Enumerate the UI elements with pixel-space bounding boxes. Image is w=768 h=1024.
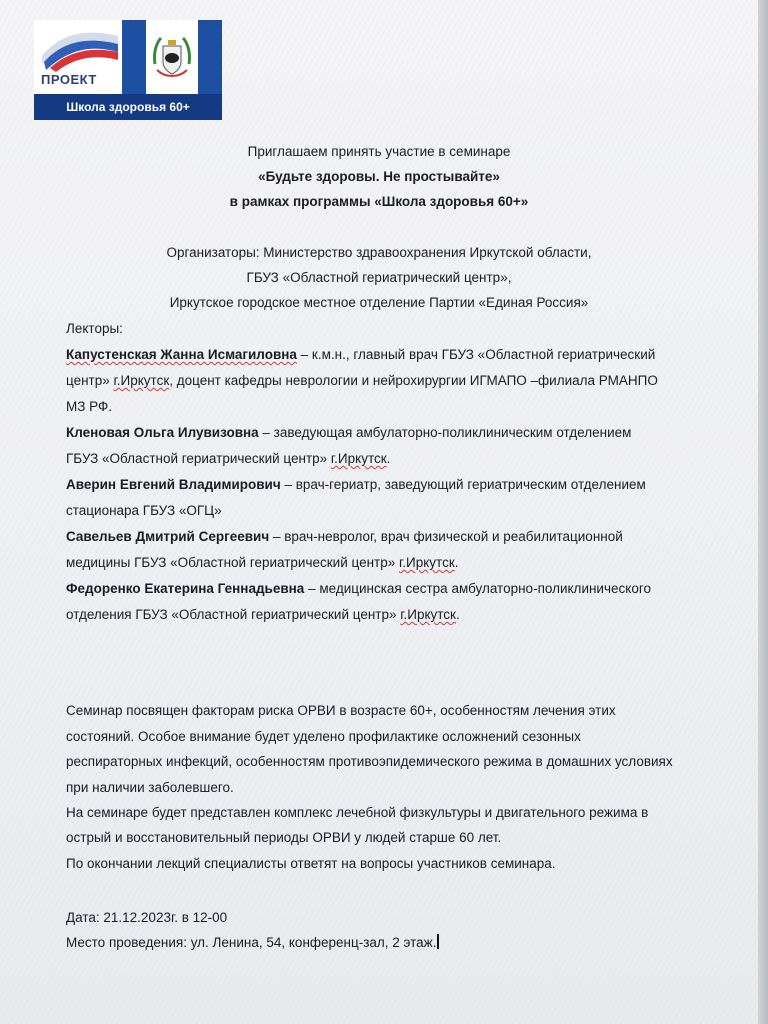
lecturer-3-line-2: стационара ГБУЗ «ОГЦ» [66, 503, 222, 518]
program-line: в рамках программы «Школа здоровья 60+» [229, 194, 529, 209]
lecturer-4-end: . [454, 555, 459, 570]
lecturer-5-text: отделения ГБУЗ «Областной гериатрический центр» [66, 607, 401, 622]
lecturers-heading: Лекторы: [66, 321, 123, 336]
event-place: Место проведения: ул. Ленина, 54, конференц-зал, 2 этаж. [66, 935, 437, 950]
lecturer-3-role: – врач-гериатр, заведующий гериатрическим отделением [280, 477, 646, 492]
page-edge [758, 0, 768, 1024]
project-logo [34, 20, 222, 120]
lecturer-2-text: ГБУЗ «Областной гериатрический центр» [66, 451, 331, 466]
organizers-line-2: ГБУЗ «Областной гериатрический центр», [246, 270, 512, 285]
lecturer-5-name: Федоренко Екатерина Геннадьевна [66, 581, 305, 596]
lecturer-1-name: Капустенская Жанна Исмагиловна [66, 347, 297, 362]
lecturer-4-line-2 [66, 554, 459, 572]
description-line-6: острый и восстановительный периоды ОРВИ у людей старше 60 лет. [66, 830, 502, 845]
lecturer-5-city: г.Иркутск [400, 607, 456, 622]
lecturer-2-name: Кленовая Ольга Илувизовна [66, 425, 259, 440]
description-line-1: Семинар посвящен факторам риска ОРВИ в возрасте 60+, особенностям лечения этих [66, 703, 616, 718]
invite-line: Приглашаем принять участие в семинаре [247, 144, 511, 159]
lecturer-5-line-1 [66, 580, 651, 598]
seminar-title: «Будьте здоровы. Не простывайте» [258, 169, 500, 184]
lecturer-4-text: медицины ГБУЗ «Областной гериатрический центр» [66, 555, 399, 570]
lecturer-1-text-cont: , доцент кафедры неврологии и нейрохирургии ИГМАПО –филиала РМАНПО [169, 373, 658, 388]
lecturer-1-line-3: МЗ РФ. [66, 399, 113, 414]
lecturer-3-name: Аверин Евгений Владимирович [66, 477, 281, 492]
lecturer-4-city: г.Иркутск [399, 555, 455, 570]
lecturer-2-end: . [386, 451, 391, 466]
lecturer-4-line-1 [66, 528, 623, 546]
lecturer-2-role: – заведующая амбулаторно-поликлиническим отделением [258, 425, 632, 440]
description-line-3: респираторных инфекций, особенностям противоэпидемического режима в домашних условиях [66, 754, 673, 769]
lecturer-1-role: – к.м.н., главный врач ГБУЗ «Областной гериатрический [296, 347, 656, 362]
lecturer-1-text: центр» [66, 373, 114, 388]
lecturer-5-role: – медицинская сестра амбулаторно-поликлинического [304, 581, 651, 596]
lecturer-4-role: – врач-невролог, врач физической и реабилитационной [269, 529, 623, 544]
lecturer-5-end: . [455, 607, 460, 622]
lecturer-4-name: Савельев Дмитрий Сергеевич [66, 529, 270, 544]
organizers-line-3: Иркутское городское местное отделение Партии «Единая Россия» [169, 295, 589, 310]
description-line-5: На семинаре будет представлен комплекс лечебной физкультуры и двигательного режима в [66, 805, 649, 820]
flag-wave-icon [40, 26, 120, 72]
text-cursor [437, 934, 439, 949]
organizers-line-1: Организаторы: Министерство здравоохранения Иркутской области, [166, 245, 592, 260]
lecturer-2-line-2 [66, 450, 390, 468]
lecturer-2-line-1 [66, 424, 631, 442]
lecturer-1-line-1 [66, 346, 655, 364]
logo-blue-stripe-left [122, 20, 146, 94]
lecturer-1-city: г.Иркутск [113, 373, 170, 388]
lecturer-3-line-1 [66, 476, 646, 494]
description-line-7: По окончании лекций специалисты ответят на вопросы участников семинара. [66, 856, 556, 871]
lecturer-2-city: г.Иркутск [330, 451, 387, 466]
description-line-4: при наличии заболевшего. [66, 780, 234, 795]
event-place-line [66, 934, 439, 952]
lecturer-5-line-2 [66, 606, 460, 624]
logo-program-bar: Школа здоровья 60+ [34, 94, 222, 120]
logo-blue-stripe-right [198, 20, 222, 94]
logo-project-label: ПРОЕКТ [41, 72, 97, 87]
event-date: Дата: 21.12.2023г. в 12-00 [66, 910, 228, 925]
irkutsk-emblem-icon [149, 34, 195, 80]
lecturer-1-line-2 [66, 372, 658, 390]
description-line-2: состояний. Особое внимание будет уделено профилактике осложнений сезонных [66, 729, 581, 744]
